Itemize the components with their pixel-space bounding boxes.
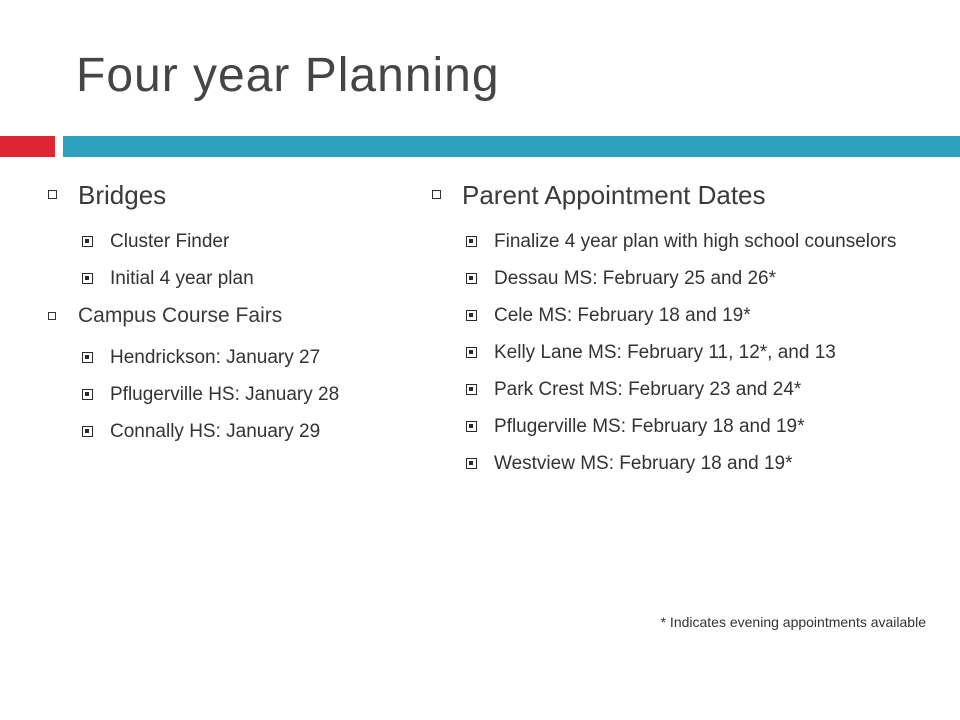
list-item-text: Cele MS: February 18 and 19* <box>494 305 751 326</box>
accent-bar-red <box>0 136 55 157</box>
list-item-text: Westview MS: February 18 and 19* <box>494 453 793 474</box>
filled-square-bullet-icon <box>82 426 93 437</box>
fairs-heading: Campus Course Fairs <box>78 304 283 327</box>
filled-square-bullet-icon <box>82 352 93 363</box>
appointments-heading: Parent Appointment Dates <box>462 180 766 210</box>
bullet-campus-course-fairs <box>46 302 426 330</box>
filled-square-bullet-icon <box>466 273 477 284</box>
filled-square-bullet-icon <box>466 347 477 358</box>
bridges-heading: Bridges <box>78 180 167 210</box>
square-bullet-icon <box>48 190 57 199</box>
filled-square-bullet-icon <box>82 273 93 284</box>
filled-square-bullet-icon <box>466 458 477 469</box>
bullet-bridges <box>46 178 426 212</box>
list-item-text: Initial 4 year plan <box>110 268 254 289</box>
list-item <box>46 344 426 371</box>
bullet-parent-appointment-dates <box>430 178 930 212</box>
list-item <box>46 265 426 292</box>
square-bullet-icon <box>48 312 56 320</box>
list-item-text: Connally HS: January 29 <box>110 421 321 442</box>
filled-square-bullet-icon <box>466 310 477 321</box>
slide-title: Four year Planning <box>76 49 500 102</box>
list-item <box>430 302 930 329</box>
list-item <box>430 265 930 292</box>
list-item-text: Pflugerville HS: January 28 <box>110 384 340 405</box>
list-item <box>430 376 930 403</box>
footnote: * Indicates evening appointments available <box>660 614 926 630</box>
list-item-text: Kelly Lane MS: February 11, 12*, and 13 <box>494 342 836 363</box>
list-item <box>46 228 426 255</box>
filled-square-bullet-icon <box>82 236 93 247</box>
left-column <box>46 178 426 455</box>
right-column <box>430 178 930 487</box>
list-item <box>46 418 426 445</box>
list-item <box>46 381 426 408</box>
list-item-text: Dessau MS: February 25 and 26* <box>494 268 776 289</box>
list-item-text: Finalize 4 year plan with high school counselors <box>494 231 897 252</box>
list-item-text: Pflugerville MS: February 18 and 19* <box>494 416 805 437</box>
list-item <box>430 413 930 440</box>
list-item <box>430 339 930 366</box>
list-item-text: Cluster Finder <box>110 231 230 252</box>
list-item <box>430 450 930 477</box>
filled-square-bullet-icon <box>466 384 477 395</box>
list-item-text: Hendrickson: January 27 <box>110 347 321 368</box>
list-item-text: Park Crest MS: February 23 and 24* <box>494 379 802 400</box>
accent-bar-blue <box>63 136 960 157</box>
filled-square-bullet-icon <box>466 421 477 432</box>
filled-square-bullet-icon <box>82 389 93 400</box>
square-bullet-icon <box>432 190 441 199</box>
list-item <box>430 228 930 255</box>
filled-square-bullet-icon <box>466 236 477 247</box>
